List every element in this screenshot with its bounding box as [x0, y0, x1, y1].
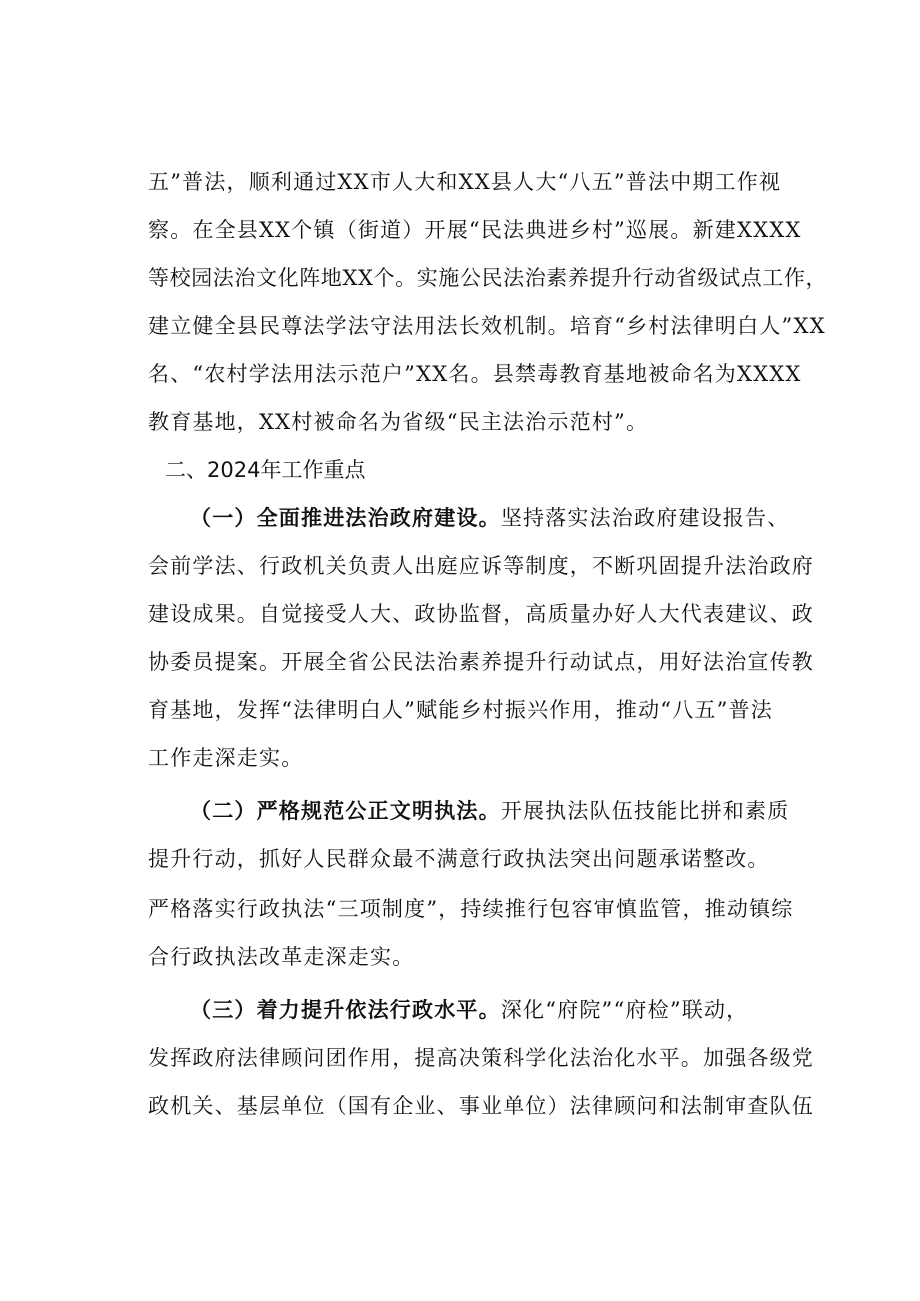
- item-lead-title: （三）着力提升依法行政水平。: [190, 998, 501, 1022]
- item-first-text: 深化“府院”“府检”联动，: [500, 998, 749, 1022]
- paragraph-line: 建立健全县民尊法学法守法用法长效机制。培育“乡村法律明白人”XX: [148, 314, 826, 338]
- paragraph-line: 协委员提案。开展全省公民法治素养提升行动试点，用好法治宣传教: [148, 650, 814, 674]
- paragraph-line: 严格落实行政执法“三项制度”，持续推行包容审慎监管，推动镇综: [148, 897, 794, 921]
- paragraph-line: 会前学法、行政机关负责人出庭应诉等制度，不断巩固提升法治政府: [148, 554, 814, 578]
- item-first-text: 坚持落实法治政府建设报告、: [500, 506, 790, 530]
- paragraph-line: 名、“农村学法用法示范户”XX名。县禁毒教育基地被命名为XXXX: [148, 362, 802, 386]
- paragraph-line: 合行政执法改革走深走实。: [148, 945, 415, 969]
- paragraph-line: 建设成果。自觉接受人大、政协监督，高质量办好人大代表建议、政: [148, 602, 814, 626]
- paragraph-line: 政机关、基层单位（国有企业、事业单位）法律顾问和法制审查队伍: [148, 1094, 814, 1118]
- paragraph-line: 工作走深走实。: [148, 746, 304, 770]
- paragraph-line: 五”普法，顺利通过XX市人大和XX县人大“八五”普法中期工作视: [148, 170, 782, 194]
- paragraph-line: 提升行动，抓好人民群众最不满意行政执法突出问题承诺整改。: [148, 847, 770, 871]
- paragraph-line: 察。在全县XX个镇（街道）开展“民法典进乡村”巡展。新建XXXX: [148, 218, 802, 242]
- item-first-line: [190, 797, 789, 825]
- paragraph-line: 教育基地，XX村被命名为省级“民主法治示范村”。: [148, 410, 649, 434]
- item-first-line: [190, 504, 789, 532]
- item-lead-title: （二）严格规范公正文明执法。: [190, 799, 501, 823]
- paragraph-line: 等校园法治文化阵地XX个。实施公民法治素养提升行动省级试点工作，: [148, 266, 828, 290]
- item-first-text: 开展执法队伍技能比拼和素质: [500, 799, 790, 823]
- item-lead-title: （一）全面推进法治政府建设。: [190, 506, 501, 530]
- item-first-line: [190, 996, 748, 1024]
- paragraph-line: 育基地，发挥“法律明白人”赋能乡村振兴作用，推动“八五”普法: [148, 698, 773, 722]
- section-heading: 二、2024年工作重点: [165, 458, 366, 482]
- paragraph-line: 发挥政府法律顾问团作用，提高决策科学化法治化水平。加强各级党: [148, 1046, 814, 1070]
